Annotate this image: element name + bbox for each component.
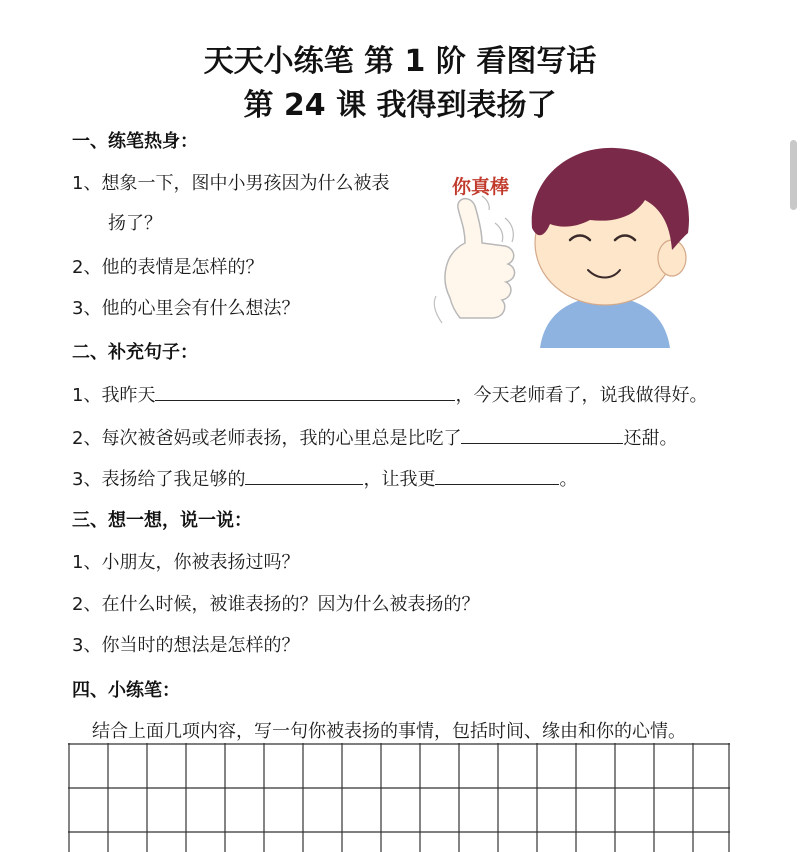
question-1-line1: 1、想象一下，图中小男孩因为什么被表 <box>72 173 390 194</box>
praise-illustration <box>420 128 720 348</box>
hand-arm-line <box>434 296 442 323</box>
motion-line-1 <box>495 223 503 242</box>
writing-grid[interactable] <box>68 743 730 852</box>
sentence-3-middle: ，让我更 <box>363 469 436 490</box>
sentence-3-end: 。 <box>559 469 578 490</box>
sentence-1-end: ，今天老师看了，说我做得好。 <box>455 385 708 406</box>
question-2: 2、他的表情是怎样的？ <box>72 257 264 278</box>
section-4-heading: 四、小练笔： <box>72 680 180 701</box>
scrollbar-thumb[interactable] <box>790 140 797 210</box>
lesson-title: 第 24 课 我得到表扬了 <box>243 88 557 123</box>
discussion-question-3: 3、你当时的想法是怎样的？ <box>72 635 300 656</box>
sentence-1-blank <box>155 382 455 401</box>
question-1-line2: 扬了？ <box>108 213 162 234</box>
motion-line-2 <box>505 218 513 242</box>
sentence-1 <box>72 381 707 407</box>
section-1-heading: 一、练笔热身： <box>72 131 198 152</box>
discussion-question-2: 2、在什么时候，被谁表扬的？因为什么被表扬的？ <box>72 594 480 615</box>
question-3: 3、他的心里会有什么想法？ <box>72 298 300 319</box>
boy-thumbs-up-drawing <box>420 128 720 348</box>
sentence-2 <box>72 424 677 450</box>
speech-text: 你真棒 <box>452 176 510 198</box>
sentence-1-start: 1、我昨天 <box>72 385 156 406</box>
sentence-2-end: 还甜。 <box>623 428 678 449</box>
sentence-2-blank <box>461 425 623 444</box>
section-2-heading: 二、补充句子： <box>72 342 198 363</box>
worksheet-title: 天天小练笔 第 1 阶 看图写话 <box>203 44 597 79</box>
section-3-heading: 三、想一想，说一说： <box>72 510 252 531</box>
sentence-3-blank-1 <box>245 466 363 485</box>
thumbs-up-hand <box>445 199 515 318</box>
sentence-3 <box>72 465 577 491</box>
discussion-question-1: 1、小朋友，你被表扬过吗？ <box>72 552 300 573</box>
sentence-2-start: 2、每次被爸妈或老师表扬，我的心里总是比吃了 <box>72 428 462 449</box>
sentence-3-blank-2 <box>435 466 559 485</box>
writing-instruction: 结合上面几项内容，写一句你被表扬的事情，包括时间、缘由和你的心情。 <box>92 721 686 742</box>
sentence-3-start: 3、表扬给了我足够的 <box>72 469 246 490</box>
